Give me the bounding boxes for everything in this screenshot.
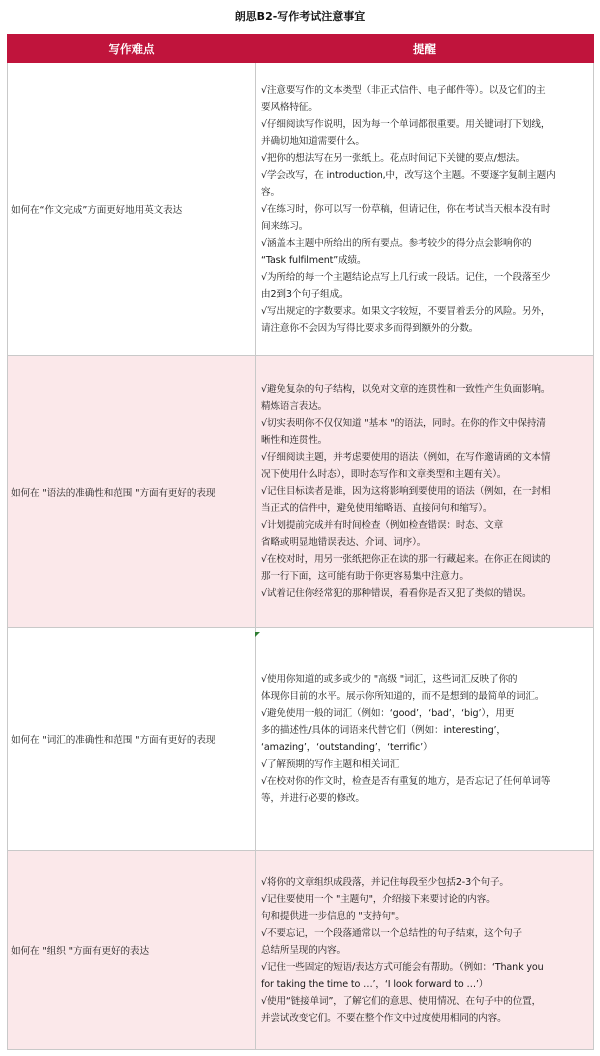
tip-line: √记住目标读者是谁，因为这将影响到要使用的语法（例如，在一封相 (261, 486, 551, 497)
tip-line: √仔细阅读主题，并考虑要使用的语法（例如，在写作邀请函的文本情 (261, 452, 551, 463)
tip-line: √使用“链接单词”，了解它们的意思、使用情况、在句子中的位置， (261, 995, 542, 1007)
tip-line: 句和提供进一步信息的 "支持句"。 (261, 910, 405, 922)
tip-line: √写出规定的字数要求。如果文字较短，不要冒着丢分的风险。另外， (261, 305, 551, 317)
tip-line: 况下使用什么时态），即时态写作和文章类型和主题有关）。 (261, 469, 507, 480)
tip-line: 晰性和连贯性。 (261, 435, 328, 446)
page-title: 朗思B2-写作考试注意事宜 (234, 10, 366, 23)
tip-line: 多的描述性/具体的词语来代替它们（例如：interesting’， (261, 725, 506, 736)
topic-cell: 如何在 "词汇的准确性和范围 "方面有更好的表现 (8, 628, 256, 851)
table-header-row (8, 35, 594, 63)
tip-line: √切实表明你不仅仅知道 "基本 "的语法，同时。在你的作文中保持清 (261, 418, 546, 429)
tip-line: √使用你知道的或多或少的 "高级 "词汇，这些词汇反映了你的 (261, 674, 518, 685)
tip-line: √了解预期的写作主题和相关词汇 (261, 759, 400, 770)
tip-line: √将你的文章组织成段落，并记住每段至少包括2-3个句子。 (261, 876, 509, 888)
tip-line: 请注意你不会因为写得比要求多而得到额外的分数。 (261, 322, 479, 334)
column-header-tips: 提醒 (256, 35, 594, 63)
topic-cell: 如何在 "组织 "方面有更好的表达 (8, 851, 256, 1050)
table-row (8, 63, 594, 356)
table-row (8, 628, 594, 851)
tip-line: √避免使用一般的词汇（例如：‘good’，‘bad’，‘big’），用更 (261, 708, 515, 719)
tip-line: 等，并进行必要的修改。 (261, 793, 365, 804)
tip-line: 要风格特征。 (261, 101, 318, 113)
tip-line: √避免复杂的句子结构，以免对文章的连贯性和一致性产生负面影响。 (261, 384, 551, 395)
tip-line: 间来练习。 (261, 220, 309, 232)
tip-line: 那一行下面，这可能有助于你更容易集中注意力。 (261, 571, 469, 582)
tip-line: √把你的想法写在另一张纸上。花点时间记下关键的要点/想法。 (261, 152, 526, 164)
tip-line: √试着记住你经常犯的那种错误，看看你是否又犯了类似的错误。 (261, 588, 532, 599)
tip-line: 容。 (261, 186, 280, 198)
tip-line: 总结所呈现的内容。 (261, 944, 346, 956)
tip-line: √注意要写作的文本类型（非正式信件、电子邮件等）。以及它们的主 (261, 84, 546, 96)
tip-line: 由2到3个句子组成。 (261, 288, 349, 300)
tip-line: 当正式的信件中，避免使用缩略语、直接问句和缩写）。 (261, 503, 493, 514)
tips-cell (256, 63, 594, 356)
table-row (8, 356, 594, 628)
tip-line: √学会改写，在 introduction,中，改写这个主题。不要逐字复制主题内 (261, 169, 556, 181)
tip-line: √在校对时，用另一张纸把你正在读的那一行藏起来。在你正在阅读的 (261, 554, 551, 565)
tip-line: for taking the time to …’，‘I look forward to …’） (261, 978, 489, 990)
tip-line: √记住要使用一个 "主题句"，介绍接下来要讨论的内容。 (261, 893, 496, 905)
writing-tips-table (7, 34, 594, 1050)
tips-cell (256, 356, 594, 628)
tip-line: √为所给的每一个主题结论点写上几行或一段话。记住，一个段落至少 (261, 271, 551, 283)
tip-line: 并尝试改变它们。不要在整个作文中过度使用相同的内容。 (261, 1012, 507, 1024)
tip-line: 精炼语言表达。 (261, 401, 328, 412)
topic-cell: 如何在 "语法的准确性和范围 "方面有更好的表现 (8, 356, 256, 628)
topic-cell: 如何在“作文完成”方面更好地用英文表达 (8, 63, 256, 356)
tip-line: “Task fulfilment”成绩。 (261, 254, 367, 266)
tip-line: √涵盖本主题中所给出的所有要点。参考较少的得分点会影响你的 (261, 237, 532, 249)
column-header-topic: 写作难点 (8, 35, 256, 63)
cell-corner-marker (255, 632, 260, 637)
table-row (8, 851, 594, 1050)
tip-line: 体现你目前的水平。展示你所知道的，而不是想到的最简单的词汇。 (261, 691, 545, 702)
tip-line: 省略或明显地错误表达、介词、词序）。 (261, 537, 427, 548)
tips-cell (256, 628, 594, 851)
tip-line: √记住一些固定的短语/表达方式可能会有帮助。（例如：‘Thank you (261, 961, 544, 973)
tips-cell (256, 851, 594, 1050)
tip-line: √不要忘记，一个段落通常以一个总结性的句子结束，这个句子 (261, 927, 522, 939)
tip-line: √仔细阅读写作说明，因为每一个单词都很重要。用关键词打下划线， (261, 118, 551, 130)
tip-line: √计划提前完成并有时间检查（例如检查错误：时态、文章 (261, 520, 504, 531)
tip-line: 并确切地知道需要什么。 (261, 135, 365, 147)
tip-line: ‘amazing’，‘outstanding’，‘terrific’） (261, 742, 433, 753)
tip-line: √在练习时，你可以写一份草稿，但请记住，你在考试当天根本没有时 (261, 203, 551, 215)
tip-line: √在校对你的作文时，检查是否有重复的地方，是否忘记了任何单词等 (261, 776, 551, 787)
